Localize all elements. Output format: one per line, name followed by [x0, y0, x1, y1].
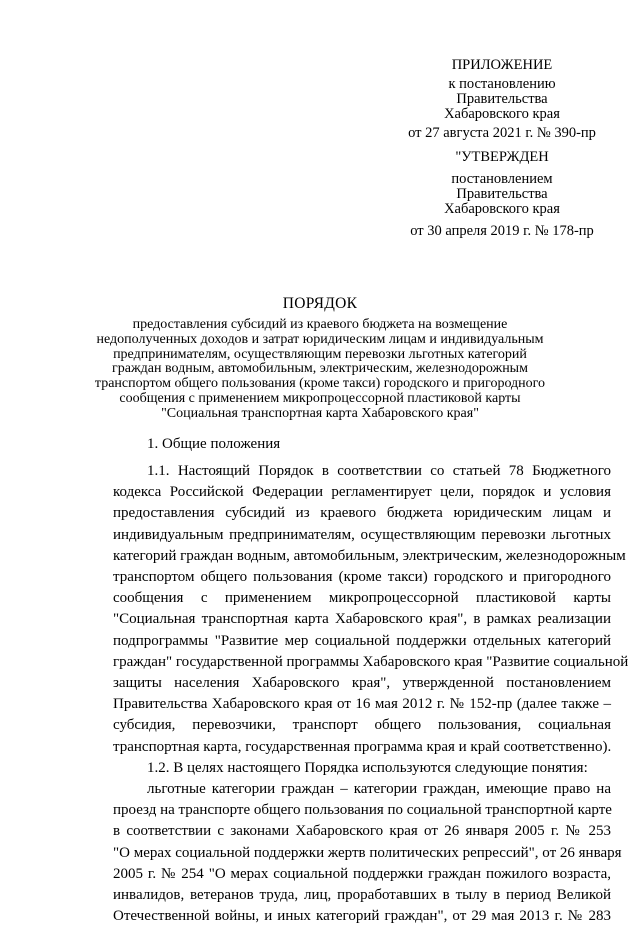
appendix-line-2: Правительства [456, 91, 548, 107]
paragraph-line: 1.2. В целях настоящего Порядка используются следующие понятия: [147, 759, 588, 776]
paragraph-line: категорий граждан водным, автомобильным, электрическим, железнодорожным [113, 547, 626, 564]
paragraph-line: проезд на транспорте общего пользования по социальной транспортной карте [113, 802, 612, 819]
appendix-date-number: от 27 августа 2021 г. № 390-пр [408, 125, 596, 141]
subtitle-line: граждан водным, автомобильным, электрическим, железнодорожным [112, 361, 528, 377]
paragraph-line: кодекса Российской Федерации регламентирует цели, порядок и условия [113, 484, 611, 501]
approved-line-1: постановлением [451, 171, 553, 187]
appendix-stamp [392, 58, 612, 141]
subtitle-line: "Социальная транспортная карта Хабаровского края" [161, 405, 479, 421]
approved-title: "УТВЕРЖДЕН [455, 149, 549, 165]
paragraph-line: субсидия, перевозчики, транспорт общего пользования, социальная [113, 717, 611, 734]
approved-stamp [392, 150, 612, 239]
paragraph-line: Отечественной войны, и иных категорий граждан", от 29 мая 2013 г. № 283 [113, 908, 611, 925]
section-body [113, 461, 629, 927]
subtitle-line: предоставления субсидий из краевого бюджета на возмещение [132, 317, 508, 332]
document-subtitle [64, 318, 576, 422]
paragraph-line: 1.1. Настоящий Порядок в соответствии со статьей 78 Бюджетного [147, 463, 611, 479]
approved-date-number: от 30 апреля 2019 г. № 178-пр [410, 223, 594, 239]
appendix-title: ПРИЛОЖЕНИЕ [451, 57, 553, 73]
paragraph-line: транспортом общего пользования (кроме такси) городского и пригородного [113, 569, 611, 586]
paragraph-line: защиты населения Хабаровского края", утвержденной постановлением [113, 675, 611, 692]
paragraph-line: транспортная карта, государственная программа края и край соответственно). [113, 738, 612, 755]
paragraph-line: 2005 г. № 254 "О мерах социальной поддержки граждан пожилого возраста, [113, 865, 611, 882]
section-heading: 1. Общие положения [147, 436, 281, 452]
document-title: ПОРЯДОК [282, 295, 358, 312]
paragraph-line: "Социальная транспортная карта Хабаровского края", в рамках реализации [113, 611, 611, 628]
subtitle-line: сообщения с применением микропроцессорной пластиковой карты [119, 390, 521, 406]
approved-line-2: Правительства [456, 186, 548, 202]
paragraph-line: сообщения с применением микропроцессорной пластиковой карты [113, 590, 611, 607]
paragraph-line: льготные категории граждан – категории граждан, имеющие право на [147, 781, 611, 798]
paragraph-line: Правительства Хабаровского края от 16 мая 2012 г. № 152-пр (далее также – [113, 696, 611, 713]
paragraph-line: "О мерах социальной поддержки жертв политических репрессий", от 26 января [113, 844, 622, 861]
approved-line-3: Хабаровского края [444, 201, 560, 217]
appendix-line-1: к постановлению [448, 76, 556, 92]
paragraph-line: индивидуальным предпринимателям, осуществляющим перевозки льготных [113, 526, 611, 543]
paragraph-line: предоставления субсидий из краевого бюджета юридическим лицам и [113, 505, 611, 522]
subtitle-line: недополученных доходов и затрат юридическим лицам и индивидуальным [96, 331, 544, 347]
subtitle-line: транспортом общего пользования (кроме такси) городского и пригородного [94, 376, 546, 392]
appendix-line-3: Хабаровского края [444, 106, 560, 122]
paragraph-line: подпрограммы "Развитие мер социальной поддержки отдельных категорий [113, 632, 611, 649]
subtitle-line: предпринимателям, осуществляющим перевозки льготных категорий [113, 346, 527, 362]
paragraph-line: инвалидов, ветеранов труда, лиц, проработавших в тылу в период Великой [113, 887, 611, 904]
paragraph-line: в соответствии с законами Хабаровского края от 26 января 2005 г. № 253 [113, 823, 611, 840]
paragraph-line: граждан" государственной программы Хабаровского края "Развитие социальной [113, 653, 629, 670]
